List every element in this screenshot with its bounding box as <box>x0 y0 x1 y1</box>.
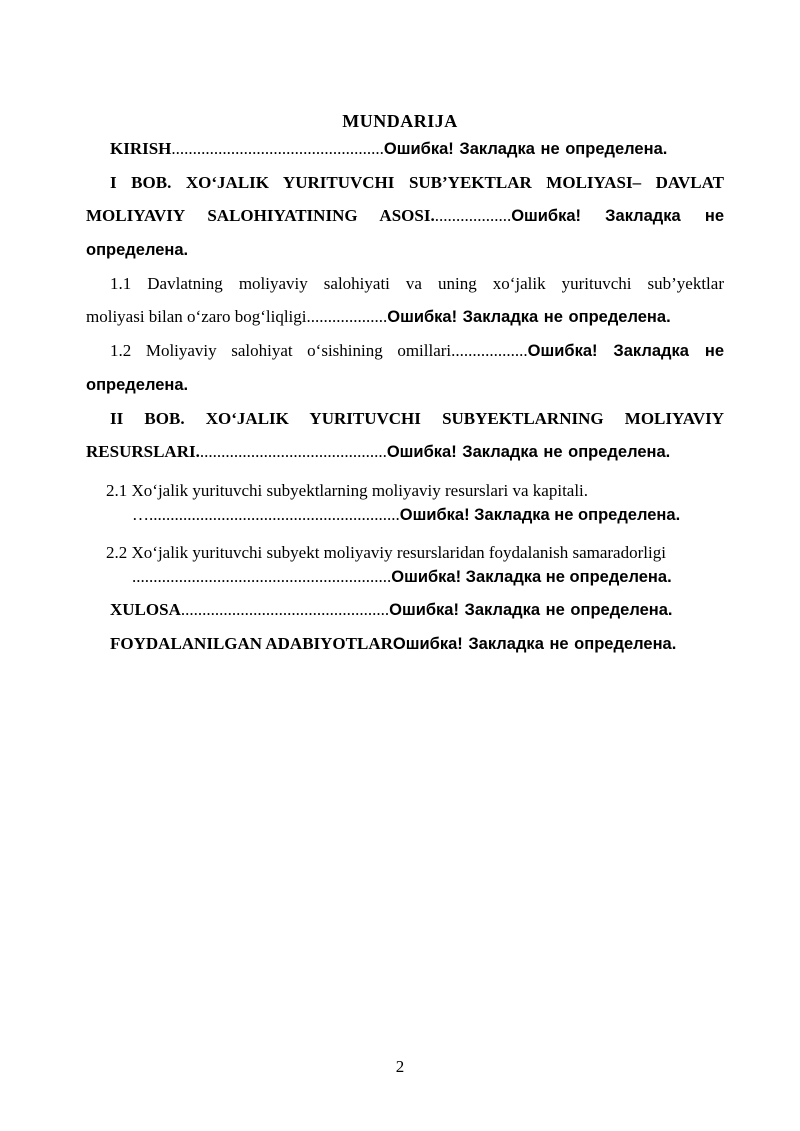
toc-entry-chapter-2[interactable] <box>86 402 724 469</box>
page-number: 2 <box>395 1057 405 1076</box>
toc-entry-text-line1: 2.2 Xo‘jalik yurituvchi subyekt moliyaviy resurslaridan foydalanish samaradorligi <box>106 543 666 562</box>
toc-error: Ошибка! Закладка не определена. <box>392 635 677 653</box>
table-of-contents <box>86 132 724 661</box>
toc-entry-text-line2: RESURSLARI. <box>86 442 200 461</box>
toc-entry-text: XULOSA <box>110 600 181 619</box>
toc-entry-1-2[interactable] <box>86 334 724 402</box>
toc-entry-kirish[interactable] <box>86 132 724 166</box>
toc-error-part1: Ошибка! Закладка не <box>527 342 725 360</box>
toc-leader: .................................................. <box>171 139 384 158</box>
toc-entry-2-1[interactable] <box>86 479 724 527</box>
toc-leader: ............................................ <box>199 442 387 461</box>
toc-entry-text-line1: 2.1 Xo‘jalik yurituvchi subyektlarning moliyaviy resurslari va kapitali. <box>106 481 589 500</box>
toc-error: Ошибка! Закладка не определена. <box>387 308 671 326</box>
toc-leader: ................................................. <box>180 600 390 619</box>
toc-entry-text-line1: II BOB. XO‘JALIK YURITUVCHI SUBYEKTLARNING MOLIYAVIY <box>110 409 724 428</box>
toc-entry-text: KIRISH <box>110 139 172 158</box>
toc-error: Ошибка! Закладка не определена. <box>389 601 673 619</box>
toc-entry-text: FOYDALANILGAN ADABIYOTLAR <box>110 634 393 653</box>
toc-error-part2: определена. <box>86 376 189 394</box>
toc-entry-text-line2: moliyasi bilan o‘zaro bog‘liqligi <box>86 307 307 326</box>
toc-error-part2: определена. <box>86 241 189 259</box>
toc-error: Ошибка! Закладка не определена. <box>386 443 671 461</box>
toc-entry-references[interactable] <box>86 627 724 661</box>
toc-entry-2-2[interactable] <box>86 541 724 589</box>
toc-leader: ............................................................. <box>132 567 392 586</box>
toc-entry-xulosa[interactable] <box>86 593 724 627</box>
toc-entry-text-line1: 1.1 Davlatning moliyaviy salohiyati va uning xo‘jalik yurituvchi sub’yektlar <box>110 274 724 293</box>
toc-title: MUNDARIJA <box>342 111 458 131</box>
toc-error: Ошибка! Закладка не определена. <box>383 140 668 158</box>
toc-entry-text-line2: MOLIYAVIY SALOHIYATINING ASOSI. <box>86 206 435 225</box>
toc-leader: .................. <box>434 206 512 225</box>
toc-entry-1-1[interactable] <box>86 267 724 334</box>
toc-entry-text: 1.2 Moliyaviy salohiyat o‘sishining omillari <box>110 341 452 360</box>
toc-error-part1: Ошибка! Закладка не <box>511 207 724 225</box>
toc-error: Ошибка! Закладка не определена. <box>391 568 672 586</box>
toc-leader: …........................................................... <box>132 505 400 524</box>
toc-leader: .................. <box>451 341 528 360</box>
toc-error: Ошибка! Закладка не определена. <box>399 506 681 524</box>
toc-entry-chapter-1[interactable] <box>86 166 724 267</box>
toc-leader: ................... <box>306 307 388 326</box>
toc-entry-text-line1: I BOB. XO‘JALIK YURITUVCHI SUB’YEKTLAR MOLIYASI– DAVLAT <box>110 173 724 192</box>
